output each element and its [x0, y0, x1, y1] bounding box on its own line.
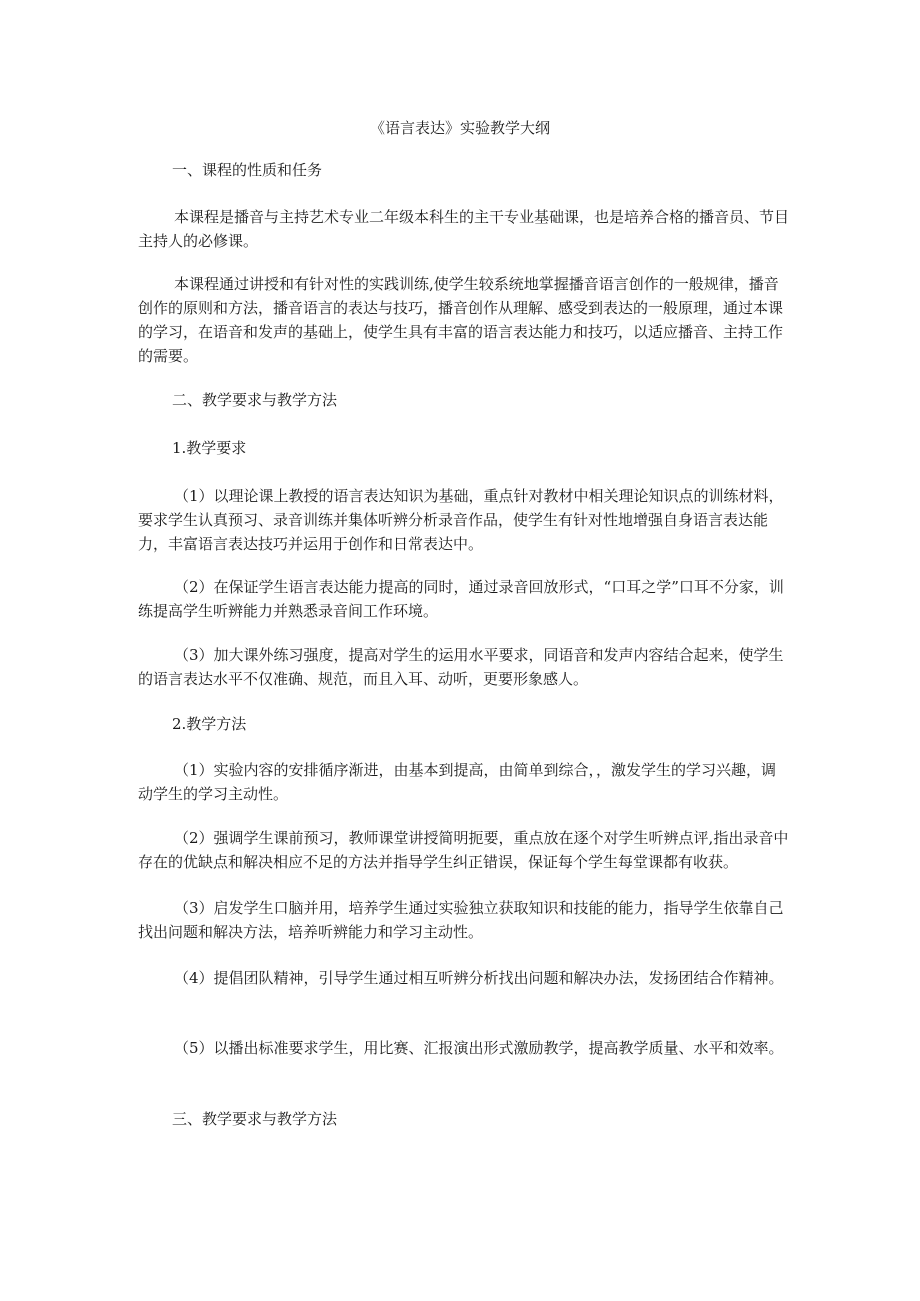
- section-1-paragraph-1: 本课程是播音与主持艺术专业二年级本科生的主干专业基础课，也是培养合格的播音员、节目主持人的必修课。: [138, 208, 790, 250]
- subsection-1-heading: 1.教学要求: [172, 439, 247, 457]
- section-1-heading: 一、课程的性质和任务: [172, 161, 323, 179]
- method-item-4: （4）提倡团队精神，引导学生通过相互听辨分析找出问题和解决办法，发扬团结合作精神。: [174, 969, 784, 987]
- method-item-1: （1）实验内容的安排循序渐进，由基本到提高，由简单到综合，，激发学生的学习兴趣，调动学生的学习主动性。: [138, 761, 777, 803]
- section-1-paragraph-2: 本课程通过讲授和有针对性的实践训练,使学生较系统地掌握播音语言创作的一般规律，播音创作的原则和方法，播音语言的表达与技巧，播音创作从理解、感受到表达的一般原理，通过本课的学习，在语音和发声的基础上，使学生具有丰富的语言表达能力和技巧，以适应播音、主持工作的需要。: [138, 275, 784, 365]
- section-2-heading: 二、教学要求与教学方法: [172, 391, 338, 409]
- requirement-item-1: （1）以理论课上教授的语言表达知识为基础，重点针对教材中相关理论知识点的训练材料，要求学生认真预习、录音训练并集体听辨分析录音作品，使学生有针对性地增强自身语言表达能力，丰富语言表达技巧并运用于创作和日常表达中。: [138, 487, 784, 553]
- subsection-2-heading: 2.教学方法: [172, 715, 247, 733]
- method-item-2: （2）强调学生课前预习，教师课堂讲授简明扼要，重点放在逐个对学生听辨点评,指出录音中存在的优缺点和解决相应不足的方法并指导学生纠正错误，保证每个学生每堂课都有收获。: [138, 829, 789, 871]
- requirement-item-3: （3）加大课外练习强度，提高对学生的运用水平要求，同语音和发声内容结合起来，使学生的语言表达水平不仅准确、规范，而且入耳、动听，更要形象感人。: [138, 646, 784, 688]
- method-item-3: （3）启发学生口脑并用，培养学生通过实验独立获取知识和技能的能力，指导学生依靠自己找出问题和解决方法，培养听辨能力和学习主动性。: [138, 899, 784, 941]
- method-item-5: （5）以播出标准要求学生，用比赛、汇报演出形式激励教学，提高教学质量、水平和效率。: [174, 1039, 784, 1057]
- requirement-item-2: （2）在保证学生语言表达能力提高的同时，通过录音回放形式，“口耳之学”口耳不分家，训练提高学生听辨能力并熟悉录音间工作环境。: [138, 578, 784, 620]
- section-3-heading: 三、教学要求与教学方法: [172, 1110, 338, 1128]
- document-title: 《语言表达》实验教学大纲: [369, 119, 550, 137]
